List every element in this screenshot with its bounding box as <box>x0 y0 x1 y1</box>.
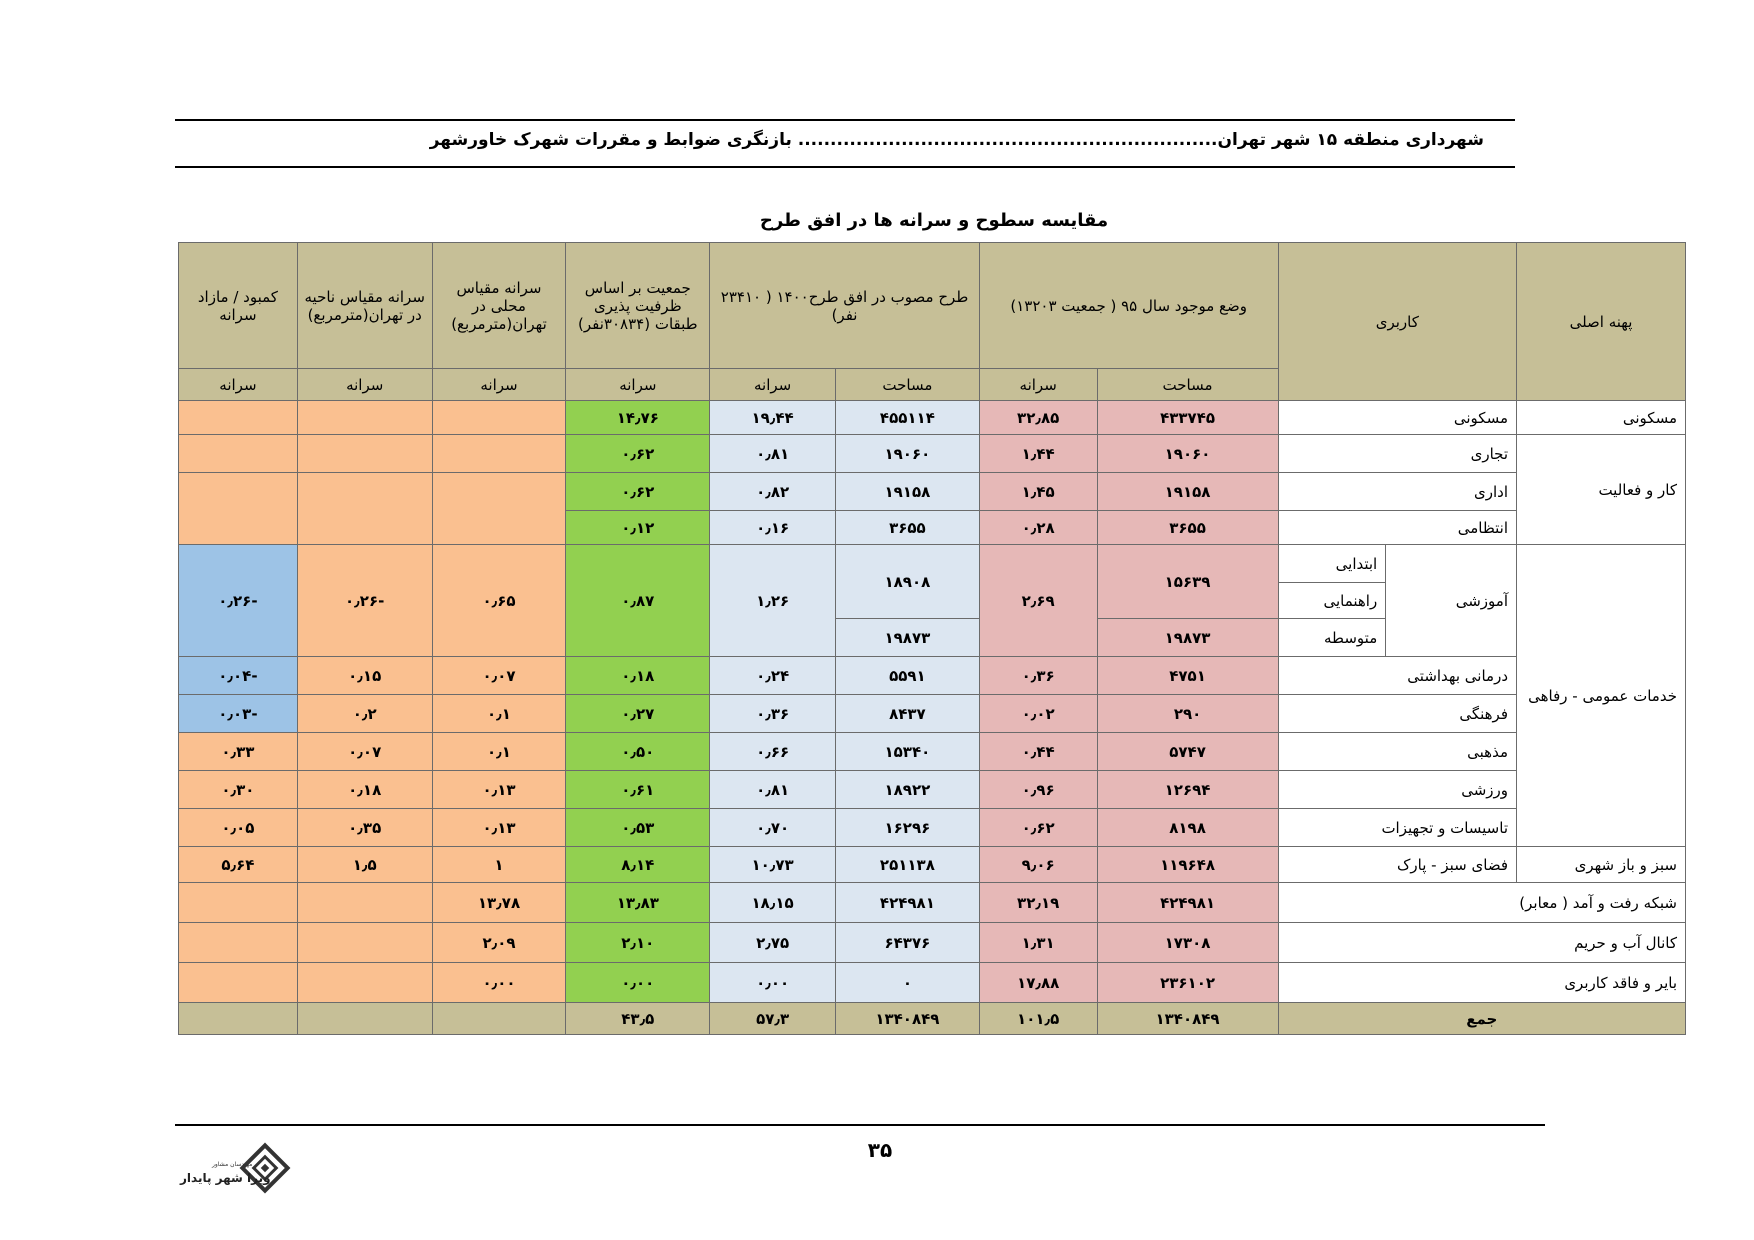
existing-area: ۲۹۰ <box>1097 695 1278 733</box>
header-district: سرانه مقیاس ناحیه در تهران(مترمربع) <box>297 243 432 369</box>
approved-area: ۵۵۹۱ <box>835 657 979 695</box>
table-title: مقایسه سطوح و سرانه ها در افق طرح <box>759 210 1109 231</box>
table-row <box>179 923 1686 963</box>
deficit-per-capita: -۰٫۲۶ <box>179 545 298 657</box>
district-per-capita <box>297 883 432 923</box>
deficit-per-capita: ۰٫۰۵ <box>179 809 298 847</box>
district-per-capita: ۰٫۳۵ <box>297 809 432 847</box>
landuse-cell: تاسیسات و تجهیزات <box>1278 809 1516 847</box>
existing-area: ۱۹۸۷۳ <box>1097 619 1278 657</box>
approved-per-capita: ۰٫۶۶ <box>710 733 836 771</box>
page-number: ۳۵ <box>867 1138 893 1162</box>
approved-area: ۱۹۸۷۳ <box>835 619 979 657</box>
existing-area: ۸۱۹۸ <box>1097 809 1278 847</box>
total-approved-area: ۱۳۴۰۸۴۹ <box>835 1003 979 1035</box>
landuse-subcell: متوسطه <box>1278 619 1386 657</box>
total-approved-per-capita: ۵۷٫۳ <box>710 1003 836 1035</box>
existing-area: ۲۳۶۱۰۲ <box>1097 963 1278 1003</box>
subheader-per-capita: سرانه <box>710 369 836 401</box>
landuse-subcell: ابتدایی <box>1278 545 1386 583</box>
approved-area: ۱۶۲۹۶ <box>835 809 979 847</box>
local-per-capita <box>432 435 566 473</box>
existing-per-capita: ۲٫۶۹ <box>979 545 1097 657</box>
existing-per-capita: ۰٫۹۶ <box>979 771 1097 809</box>
district-per-capita <box>297 401 432 435</box>
subheader-per-capita: سرانه <box>179 369 298 401</box>
landuse-cell: اداری <box>1278 473 1516 511</box>
deficit-per-capita: ۰٫۳۰ <box>179 771 298 809</box>
table-row <box>179 733 1686 771</box>
existing-per-capita: ۰٫۲۸ <box>979 511 1097 545</box>
deficit-per-capita <box>179 883 298 923</box>
existing-per-capita: ۱٫۳۱ <box>979 923 1097 963</box>
logo-mark-icon <box>160 1140 310 1220</box>
landuse-cell: فرهنگی <box>1278 695 1516 733</box>
landuse-cell: تجاری <box>1278 435 1516 473</box>
local-per-capita: ۲٫۰۹ <box>432 923 566 963</box>
header-capacity: جمعیت بر اساس ظرفیت پذیری طبقات (۳۰۸۳۴نفر) <box>566 243 710 369</box>
existing-area: ۱۷۳۰۸ <box>1097 923 1278 963</box>
landuse-cell: شبکه رفت و آمد ( معابر) <box>1278 883 1685 923</box>
landuse-cell: آموزشی <box>1386 545 1517 657</box>
deficit-per-capita <box>179 963 298 1003</box>
table-row <box>179 847 1686 883</box>
approved-area: ۱۹۱۵۸ <box>835 473 979 511</box>
landuse-cell: فضای سبز - پارک <box>1278 847 1516 883</box>
approved-per-capita: ۱٫۲۶ <box>710 545 836 657</box>
capacity-per-capita: ۰٫۱۲ <box>566 511 710 545</box>
district-per-capita: ۰٫۰۷ <box>297 733 432 771</box>
header-existing: وضع موجود سال ۹۵ ( جمعیت ۱۳۲۰۳) <box>979 243 1278 369</box>
deficit-per-capita: -۰٫۰۳ <box>179 695 298 733</box>
existing-per-capita: ۳۲٫۸۵ <box>979 401 1097 435</box>
total-local <box>432 1003 566 1035</box>
deficit-per-capita <box>179 923 298 963</box>
landuse-cell: مذهبی <box>1278 733 1516 771</box>
capacity-per-capita: ۰٫۱۸ <box>566 657 710 695</box>
table-row <box>179 695 1686 733</box>
existing-area: ۱۱۹۶۴۸ <box>1097 847 1278 883</box>
deficit-per-capita: ۵٫۶۴ <box>179 847 298 883</box>
local-per-capita: ۰٫۱۳ <box>432 771 566 809</box>
landuse-cell: ورزشی <box>1278 771 1516 809</box>
header-approved: طرح مصوب در افق طرح۱۴۰۰ ( ۲۳۴۱۰ نفر) <box>710 243 980 369</box>
zone-cell: کار و فعالیت <box>1517 435 1686 545</box>
table-row <box>179 809 1686 847</box>
total-label: جمع <box>1278 1003 1685 1035</box>
existing-per-capita: ۱٫۴۴ <box>979 435 1097 473</box>
local-per-capita: ۱۳٫۷۸ <box>432 883 566 923</box>
approved-area: ۱۸۹۲۲ <box>835 771 979 809</box>
total-existing-area: ۱۳۴۰۸۴۹ <box>1097 1003 1278 1035</box>
existing-area: ۵۷۴۷ <box>1097 733 1278 771</box>
existing-area: ۳۶۵۵ <box>1097 511 1278 545</box>
svg-text:مهندسان مشاور: مهندسان مشاور <box>212 1161 253 1168</box>
capacity-per-capita: ۲٫۱۰ <box>566 923 710 963</box>
total-capacity-per-capita: ۴۳٫۵ <box>566 1003 710 1035</box>
zone-cell: سبز و باز شهری <box>1517 847 1686 883</box>
existing-area: ۱۲۶۹۴ <box>1097 771 1278 809</box>
local-per-capita <box>432 473 566 545</box>
header-landuse: کاربری <box>1278 243 1516 401</box>
landuse-subcell: راهنمایی <box>1278 583 1386 619</box>
existing-per-capita: ۰٫۴۴ <box>979 733 1097 771</box>
local-per-capita: ۰٫۱ <box>432 695 566 733</box>
local-per-capita: ۰٫۰۷ <box>432 657 566 695</box>
approved-per-capita: ۰٫۲۴ <box>710 657 836 695</box>
approved-area: ۲۵۱۱۳۸ <box>835 847 979 883</box>
approved-per-capita: ۱۹٫۴۴ <box>710 401 836 435</box>
header-local: سرانه مقیاس محلی در تهران(مترمربع) <box>432 243 566 369</box>
existing-area: ۴۷۵۱ <box>1097 657 1278 695</box>
district-per-capita: ۰٫۱۸ <box>297 771 432 809</box>
deficit-per-capita <box>179 473 298 545</box>
landuse-cell: کانال آب و حریم <box>1278 923 1685 963</box>
table-row <box>179 401 1686 435</box>
zone-cell: مسکونی <box>1517 401 1686 435</box>
approved-per-capita: ۰٫۸۱ <box>710 771 836 809</box>
approved-per-capita: ۱۰٫۷۳ <box>710 847 836 883</box>
district-per-capita <box>297 923 432 963</box>
document-header: شهرداری منطقه ۱۵ شهر تهران................................................................. بازنگری ضوابط و مقررات شهرک خاورشهر <box>429 130 1484 150</box>
deficit-per-capita <box>179 435 298 473</box>
capacity-per-capita: ۸٫۱۴ <box>566 847 710 883</box>
table-row <box>179 963 1686 1003</box>
table-row <box>179 435 1686 473</box>
table-row <box>179 771 1686 809</box>
approved-area: ۱۵۳۴۰ <box>835 733 979 771</box>
company-logo <box>160 1140 310 1220</box>
total-existing-per-capita: ۱۰۱٫۵ <box>979 1003 1097 1035</box>
subheader-area: مساحت <box>835 369 979 401</box>
existing-per-capita: ۰٫۳۶ <box>979 657 1097 695</box>
district-per-capita <box>297 963 432 1003</box>
local-per-capita: ۰٫۱۳ <box>432 809 566 847</box>
approved-area: ۱۹۰۶۰ <box>835 435 979 473</box>
subheader-area: مساحت <box>1097 369 1278 401</box>
district-per-capita <box>297 473 432 545</box>
capacity-per-capita: ۰٫۵۰ <box>566 733 710 771</box>
deficit-per-capita: ۰٫۳۳ <box>179 733 298 771</box>
capacity-per-capita: ۱۴٫۷۶ <box>566 401 710 435</box>
approved-area: ۱۸۹۰۸ <box>835 545 979 619</box>
footer-rule <box>175 1124 1545 1126</box>
header-deficit: کمبود / مازاد سرانه <box>179 243 298 369</box>
approved-per-capita: ۲٫۷۵ <box>710 923 836 963</box>
existing-per-capita: ۳۲٫۱۹ <box>979 883 1097 923</box>
district-per-capita: ۰٫۲ <box>297 695 432 733</box>
subheader-per-capita: سرانه <box>979 369 1097 401</box>
existing-per-capita: ۱۷٫۸۸ <box>979 963 1097 1003</box>
approved-per-capita: ۰٫۸۲ <box>710 473 836 511</box>
approved-per-capita: ۰٫۸۱ <box>710 435 836 473</box>
local-per-capita <box>432 401 566 435</box>
approved-per-capita: ۰٫۷۰ <box>710 809 836 847</box>
capacity-per-capita: ۰٫۶۲ <box>566 473 710 511</box>
district-per-capita: -۰٫۲۶ <box>297 545 432 657</box>
approved-area: ۴۲۴۹۸۱ <box>835 883 979 923</box>
capacity-per-capita: ۰٫۸۷ <box>566 545 710 657</box>
approved-area: ۴۵۵۱۱۴ <box>835 401 979 435</box>
landuse-cell: مسکونی <box>1278 401 1516 435</box>
table-row <box>179 473 1686 511</box>
existing-per-capita: ۰٫۰۲ <box>979 695 1097 733</box>
approved-per-capita: ۰٫۰۰ <box>710 963 836 1003</box>
approved-area: ۶۴۳۷۶ <box>835 923 979 963</box>
district-per-capita <box>297 435 432 473</box>
approved-per-capita: ۰٫۱۶ <box>710 511 836 545</box>
existing-area: ۴۲۴۹۸۱ <box>1097 883 1278 923</box>
capacity-per-capita: ۰٫۵۳ <box>566 809 710 847</box>
capacity-per-capita: ۰٫۲۷ <box>566 695 710 733</box>
landuse-cell: بایر و فاقد کاربری <box>1278 963 1685 1003</box>
header-top-rule <box>175 119 1515 121</box>
capacity-per-capita: ۰٫۶۱ <box>566 771 710 809</box>
total-district <box>297 1003 432 1035</box>
table-row <box>179 883 1686 923</box>
subheader-per-capita: سرانه <box>297 369 432 401</box>
existing-area: ۱۹۰۶۰ <box>1097 435 1278 473</box>
landuse-cell: انتظامی <box>1278 511 1516 545</box>
header-bottom-rule <box>175 166 1515 168</box>
district-per-capita: ۱٫۵ <box>297 847 432 883</box>
existing-area: ۱۹۱۵۸ <box>1097 473 1278 511</box>
approved-per-capita: ۱۸٫۱۵ <box>710 883 836 923</box>
local-per-capita: ۰٫۰۰ <box>432 963 566 1003</box>
existing-per-capita: ۰٫۶۲ <box>979 809 1097 847</box>
local-per-capita: ۰٫۱ <box>432 733 566 771</box>
deficit-per-capita: -۰٫۰۴ <box>179 657 298 695</box>
header-main-zone: پهنه اصلی <box>1517 243 1686 401</box>
approved-area: ۳۶۵۵ <box>835 511 979 545</box>
existing-area: ۴۳۳۷۴۵ <box>1097 401 1278 435</box>
approved-area: ۰ <box>835 963 979 1003</box>
existing-per-capita: ۱٫۴۵ <box>979 473 1097 511</box>
existing-per-capita: ۹٫۰۶ <box>979 847 1097 883</box>
subheader-per-capita: سرانه <box>432 369 566 401</box>
table-total-row <box>179 1003 1686 1035</box>
total-deficit <box>179 1003 298 1035</box>
local-per-capita: ۱ <box>432 847 566 883</box>
table-row <box>179 545 1686 583</box>
capacity-per-capita: ۰٫۰۰ <box>566 963 710 1003</box>
table-row <box>179 657 1686 695</box>
local-per-capita: ۰٫۶۵ <box>432 545 566 657</box>
existing-area: ۱۵۶۳۹ <box>1097 545 1278 619</box>
svg-text:ویرا شهر پایدار: ویرا شهر پایدار <box>180 1171 271 1185</box>
capacity-per-capita: ۰٫۶۲ <box>566 435 710 473</box>
capacity-per-capita: ۱۳٫۸۳ <box>566 883 710 923</box>
subheader-per-capita: سرانه <box>566 369 710 401</box>
landuse-cell: درمانی بهداشتی <box>1278 657 1516 695</box>
zone-cell: خدمات عمومی - رفاهی <box>1517 545 1686 847</box>
approved-area: ۸۴۳۷ <box>835 695 979 733</box>
comparison-table <box>178 242 1686 1035</box>
approved-per-capita: ۰٫۳۶ <box>710 695 836 733</box>
district-per-capita: ۰٫۱۵ <box>297 657 432 695</box>
deficit-per-capita <box>179 401 298 435</box>
